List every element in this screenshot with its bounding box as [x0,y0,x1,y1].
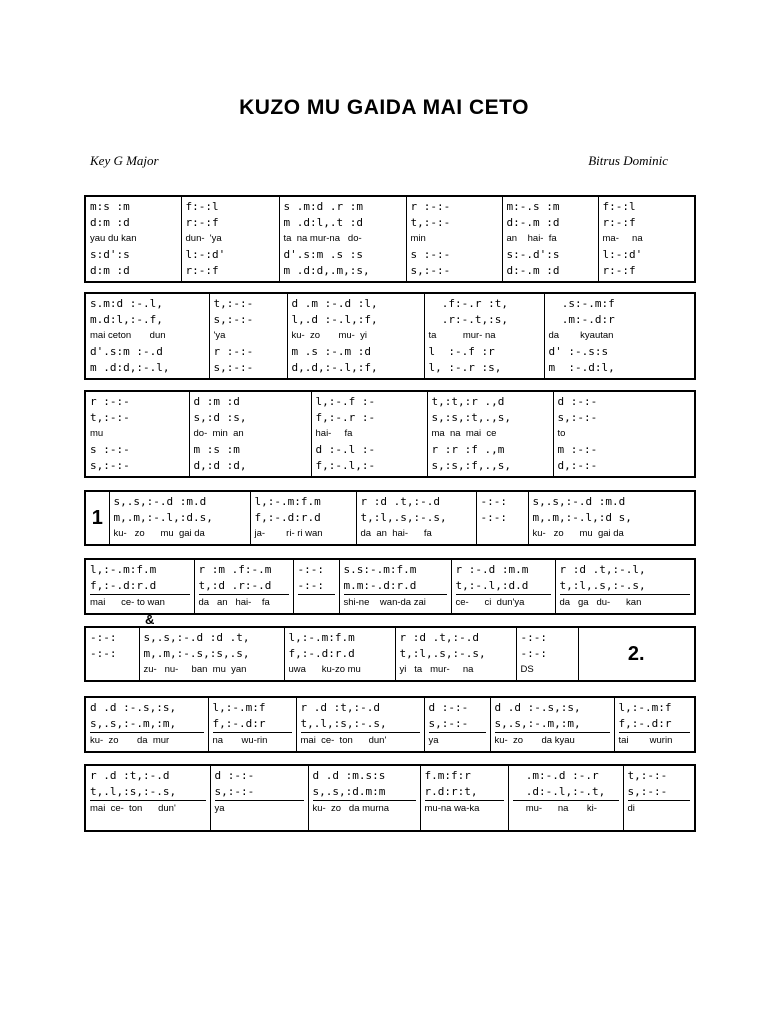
lower-line: -:-: [298,578,335,595]
measure [293,559,339,614]
lower-line: -:-: [90,647,117,660]
measure [311,391,427,477]
lyrics-line: mu- na ki- [512,803,597,814]
tenor-line: l:-:d' [185,248,226,261]
soprano-line: f:-:l [185,200,219,213]
lower-line: f,:-.d:r [619,716,691,733]
measure [208,697,296,752]
tenor-line: l:-:d' [602,248,643,261]
measure [85,627,139,681]
upper-line: -:-: [297,563,324,576]
bass-line: s,:-:- [213,361,254,374]
soprano-line: d :-:- [557,395,598,408]
tenor-line: m :-:- [557,443,598,456]
alto-line: .r:-.t,:s, [428,313,508,326]
upper-line: -:-: [520,631,547,644]
bass-line: m .d:d,.m,:s, [283,264,370,277]
bass-line: f,:-.l,:- [315,459,376,472]
lyrics-line: yau du kan [90,233,137,244]
measure [424,697,490,752]
lower-line: t,:l,.s,:-.s, [399,647,486,660]
lyrics-line: da an hai- fa [198,597,270,608]
tenor-line: l :-.f :r [428,345,495,358]
soprano-line: r :-:- [90,395,130,408]
lyrics-line: mai ce- ton dun' [300,735,387,746]
lower-line: m.m:-.d:r.d [344,578,447,595]
lyrics-line: ya [428,735,439,746]
lower-line: s,:-:- [429,716,486,733]
soprano-line: r :-:- [410,200,451,213]
measure [85,765,210,831]
upper-line: l,:-.m:f.m [90,563,157,576]
song-title: KUZO MU GAIDA MAI CETO [239,96,529,119]
alto-line: l,.d :-.l,:f, [291,313,378,326]
measure [614,697,695,752]
soprano-line: m:s :m [90,200,130,213]
bass-line: m :-.d:l, [548,361,615,374]
measure [395,627,516,681]
soprano-line: .s:-.m:f [548,297,615,310]
tenor-line: d :-.l :- [315,443,376,456]
measure [424,293,544,379]
lower-line: f,:-.d:r.d [90,578,190,595]
measure [139,627,284,681]
lyrics-line [298,595,335,611]
bass-line: d:m :d [90,264,130,277]
lower-line: s,.s,:d.m:m [313,784,416,801]
soprano-line: .f:-.r :t, [428,297,508,310]
measure [553,391,695,477]
measure [427,391,553,477]
soprano-line: d .m :-.d :l, [291,297,378,310]
measure [287,293,424,379]
alto-line: s,:-:- [213,313,254,326]
lower-line: s,.s,:-.m,:m, [495,716,610,733]
lower-line: .d:-.l,:-.t, [513,784,619,801]
measure [85,559,194,614]
upper-line: s.s:-.m:f.m [343,563,417,576]
lyrics-line: zu- nu- ban mu yan [143,664,247,675]
measure [339,559,451,614]
lyrics-line: ma- na [602,233,643,244]
lyrics-line: mai ceton dun [90,330,166,341]
lyrics-line: ma na mai ce [431,428,497,439]
lower-line: m,.m,:-.l,:d.s, [113,511,213,524]
alto-line: s,:s,:t,.,s, [431,411,511,424]
lyrics-line: ku- zo mu gai da [113,528,205,539]
soprano-line: t,:-:- [213,297,254,310]
lower-line: -:-: [480,511,507,524]
upper-line: d .d :m.s:s [312,769,386,782]
alto-line: r:-:f [185,216,219,229]
measure [476,491,528,545]
upper-line: r .d :t,:-.d [90,769,170,782]
system-4 [84,490,696,546]
tenor-line: d'.s:m .s :s [283,248,363,261]
alto-line: m .d:l,.t :d [283,216,363,229]
lower-line: t,:-.l,:d.d [456,578,551,595]
lyrics-line: da an hai- fa [360,528,432,539]
lyrics-line: tai wurin [618,735,673,746]
upper-line: l,:-.m:f [212,701,266,714]
soprano-line: f:-:l [602,200,636,213]
measure [508,765,623,831]
upper-line: r .d :t,:-.d [300,701,380,714]
lyrics-line: ku- zo da mur [90,735,170,746]
soprano-line: t,:t,:r .,d [431,395,505,408]
measure [85,293,209,379]
lower-line: f,:-.d:r.d [288,647,355,660]
lyrics-line [90,662,135,678]
upper-line: r :d .t,:-.d [360,495,440,508]
alto-line: d:-.m :d [506,216,560,229]
measure [528,491,695,545]
lyrics-line: ta mur- na [428,330,496,341]
upper-line: s,.s,:-.d :m.d [113,495,207,508]
tenor-line: m .s :-.m :d [291,345,371,358]
alto-line: s,:d :s, [193,411,247,424]
system-1 [84,195,696,283]
measure [194,559,293,614]
measure [85,391,189,477]
lyrics-line: 'ya [213,330,226,341]
measure [623,765,695,831]
system-2 [84,292,696,380]
upper-line: -:-: [90,631,117,644]
lyrics-line [481,526,524,542]
soprano-line: s .m:d .r :m [283,200,363,213]
lower-line: m,.m,:-.s,:s,.s, [143,647,250,660]
measure [544,293,695,379]
upper-line: f.m:f:r [424,769,471,782]
alto-line: m.d:l,:-.f, [90,313,163,326]
upper-line: r :d .t,:-.l, [559,563,646,576]
upper-line: d .d :-.s,:s, [494,701,581,714]
measure [250,491,356,545]
lyrics-line: yi ta mur- na [399,664,474,675]
tenor-line: d' :-.s:s [548,345,609,358]
tenor-line: r :r :f .,m [431,443,505,456]
lyrics-line: uwa ku-zo mu [288,664,361,675]
tenor-line: s :-:- [90,443,130,456]
tenor-line: s:-.d':s [506,248,560,261]
tenor-line: s :-:- [410,248,451,261]
lower-line: s,:-:- [215,784,304,801]
lyrics-line: dun- 'ya [185,233,222,244]
lyrics-line: di [627,803,635,814]
lower-line: s,.s,:-.m,:m, [90,716,204,733]
bass-line: r:-:f [185,264,219,277]
system-5 [84,558,696,615]
lyrics-line: na wu-rin [212,735,268,746]
bass-line: l, :-.r :s, [428,361,502,374]
lyrics-line: ku- zo da murna [312,803,390,814]
measure [406,196,502,282]
upper-line: s,.s,:-.d :d .t, [143,631,250,644]
measure [451,559,555,614]
measure [296,697,424,752]
lyrics-line: ce- ci dun'ya [455,597,525,608]
composer-name: Bitrus Dominic [588,153,668,168]
upper-line: t,:-:- [627,769,668,782]
measure [189,391,311,477]
segno-ampersand: & [145,612,155,627]
soprano-line: l,:-.f :- [315,395,376,408]
measure [284,627,395,681]
measure [490,697,614,752]
lyrics-line: ku- zo mu- yi [291,330,367,341]
lower-line: f,:-.d:r [213,716,292,733]
upper-line: .m:-.d :-.r [512,769,599,782]
lyrics-line: do- min an [193,428,244,439]
lower-line: s,:-:- [628,784,691,801]
measure [279,196,406,282]
lower-line: t,:l,.s,:-.s, [560,578,691,595]
bass-line: d,:-:- [557,459,598,472]
lower-line: f,:-.d:r.d [254,511,321,524]
lyrics-line: ya [214,803,225,814]
measure [209,293,287,379]
tenor-line: d'.s:m :-.d [90,345,163,358]
lyrics-line: shi-ne wan-da zai [343,597,426,608]
system-6 [84,626,696,682]
measure [598,196,695,282]
bass-line: r:-:f [602,264,636,277]
system-8 [84,764,696,832]
lyrics-line: ja- ri- ri wan [254,528,323,539]
lower-line: r.d:r:t, [425,784,504,801]
alto-line: t,:-:- [90,411,130,424]
lyrics-line: hai- fa [315,428,353,439]
upper-line: l,:-.m:f [618,701,672,714]
tenor-line: s:d':s [90,248,130,261]
measure [555,559,695,614]
tenor-line: r :-:- [213,345,254,358]
upper-line: d :-:- [428,701,469,714]
lyrics-line: an hai- fa [506,233,557,244]
bass-line: d:-.m :d [506,264,560,277]
upper-line: s,.s,:-.d :m.d [532,495,626,508]
upper-line: d .d :-.s,:s, [90,701,177,714]
measure [516,627,578,681]
measure [85,697,208,752]
upper-line: l,:-.m:f.m [254,495,321,508]
bass-line: s,:-:- [410,264,451,277]
measure [181,196,279,282]
measure [420,765,508,831]
lyrics-line: mu-na wa-ka [424,803,480,814]
bass-line: s,:-:- [90,459,130,472]
lower-line: t,:d .r:-.d [199,578,289,595]
soprano-line: d :m :d [193,395,240,408]
lyrics-line: to [557,428,566,439]
lyrics-line: ku- zo mu gai da [532,528,624,539]
upper-line: l,:-.m:f.m [288,631,355,644]
upper-line: r :-.d :m.m [455,563,529,576]
measure [356,491,476,545]
alto-line: t,:-:- [410,216,451,229]
lyrics-line: da ga du- kan [559,597,642,608]
measure [502,196,598,282]
tenor-line: m :s :m [193,443,240,456]
upper-line: r :m .f:-.m [198,563,272,576]
lower-line: -:-: [520,647,547,660]
system-7 [84,696,696,753]
measure [85,196,181,282]
bass-line: s,:s,:f,.,s, [431,459,511,472]
soprano-line: s.m:d :-.l, [90,297,163,310]
bass-line: d,:d :d, [193,459,247,472]
bass-line: d,.d,:-.l,:f, [291,361,378,374]
measure [308,765,420,831]
lyrics-line: ku- zo da kyau [494,735,575,746]
measure [210,765,308,831]
lyrics-line: mu [90,428,104,439]
first-ending-marker: 1 [85,491,109,545]
system-3 [84,390,696,478]
lyrics-line: da kyautan [548,330,614,341]
upper-line: r :d .t,:-.d [399,631,479,644]
key-signature: Key G Major [90,153,159,168]
lower-line: t,.l,:s,:-.s, [301,716,420,733]
lower-line: t,:l,.s,:-.s, [360,511,447,524]
lower-line: t,.l,:s,:-.s, [90,784,206,801]
ds-marking: DS [520,664,534,675]
measure [109,491,250,545]
alto-line: .m:-.d:r [548,313,615,326]
alto-line: s,:-:- [557,411,598,424]
alto-line: f,:-.r :- [315,411,376,424]
upper-line: d :-:- [214,769,255,782]
alto-line: r:-:f [602,216,636,229]
upper-line: -:-: [480,495,507,508]
lyrics-line: min [410,233,426,244]
lyrics-line: ta na mur-na do- [283,233,362,244]
bass-line: m .d:d,:-.l, [90,361,170,374]
alto-line: d:m :d [90,216,130,229]
lower-line: m,.m,:-.l,:d s, [532,511,632,524]
lyrics-line: mai ce- ton dun' [90,803,176,814]
second-ending-marker: 2. [578,627,695,681]
lyrics-line: mai ce- to wan [90,597,165,608]
soprano-line: m:-.s :m [506,200,560,213]
